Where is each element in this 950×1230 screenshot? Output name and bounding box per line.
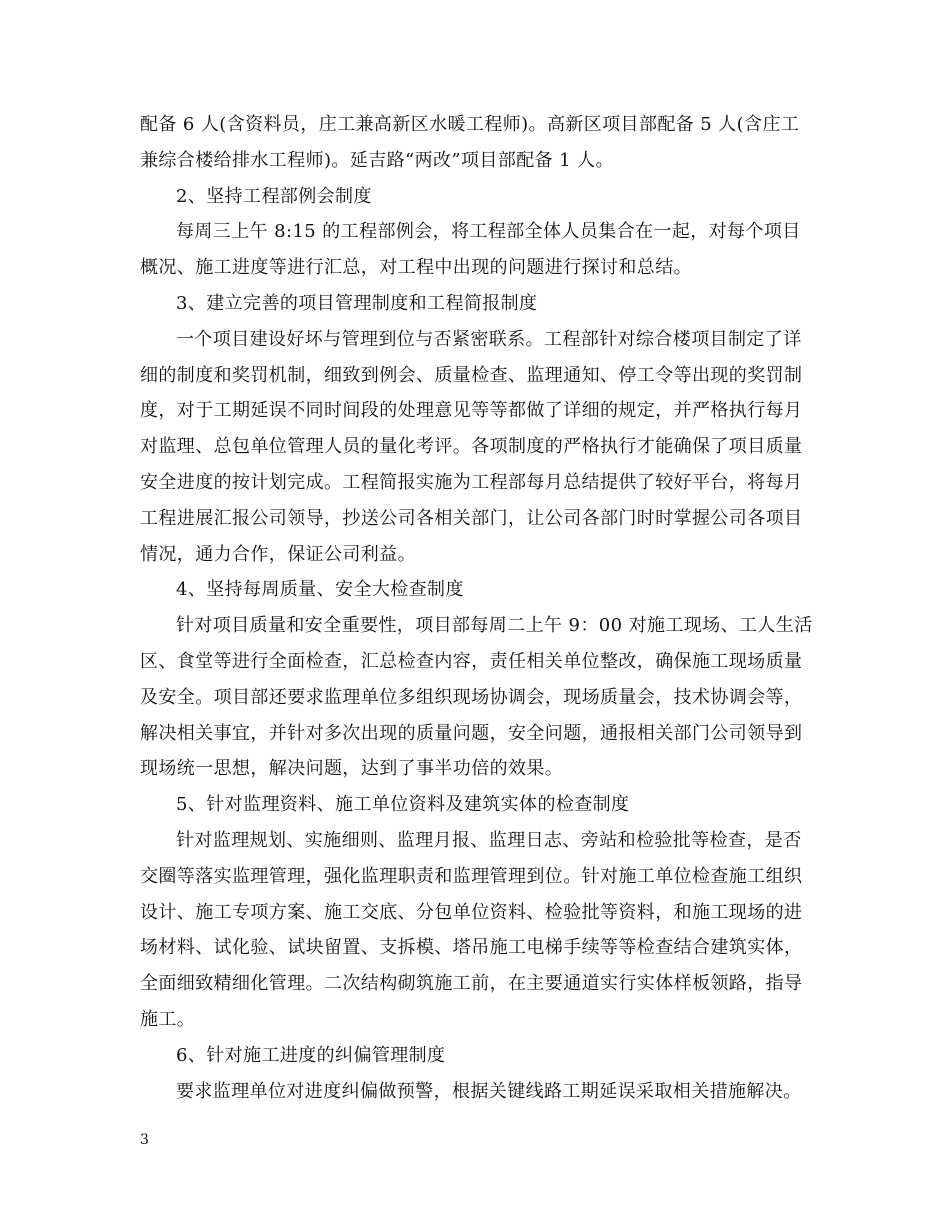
text-line-10: 对监理、总包单位管理人员的量化考评。各项制度的严格执行才能确保了项目质量	[140, 436, 803, 458]
text-line-23: 设计、施工专项方案、施工交底、分包单位资料、检验批等资料，和施工现场的进	[140, 901, 803, 923]
text-line-5: 概况、施工进度等进行汇总，对工程中出现的问题进行探讨和总结。	[140, 257, 692, 279]
text-line-15: 针对项目质量和安全重要性，项目部每周二上午 9：00 对施工现场、工人生活	[176, 615, 813, 637]
section-heading-3: 3、建立完善的项目管理制度和工程简报制度	[176, 292, 538, 314]
text-line-2: 兼综合楼给排水工程师)。延吉路“两改”项目部配备 1 人。	[140, 149, 614, 171]
section-heading-2: 2、坚持工程部例会制度	[176, 185, 372, 207]
text-line-4: 每周三上午 8:15 的工程部例会，将工程部全体人员集合在一起，对每个项目	[176, 221, 801, 243]
text-line-1: 配备 6 人(含资料员，庄工兼高新区水暖工程师)。高新区项目部配备 5 人(含庄工	[140, 114, 800, 135]
section-heading-4: 4、坚持每周质量、安全大检查制度	[176, 579, 464, 601]
text-line-25: 全面细致精细化管理。二次结构砌筑施工前，在主要通道实行实体样板领路，指导	[140, 973, 803, 995]
text-line-7: 一个项目建设好坏与管理到位与否紧密联系。工程部针对综合楼项目制定了详	[176, 328, 802, 350]
document-body	[140, 107, 812, 1109]
text-line-17: 及安全。项目部还要求监理单位多组织现场协调会，现场质量会，技术协调会等，	[140, 686, 803, 708]
text-line-18: 解决相关事宜，并针对多次出现的质量问题，安全问题，通报相关部门公司领导到	[140, 722, 803, 744]
text-line-13: 情况，通力合作，保证公司利益。	[140, 543, 416, 565]
page-number: 3	[140, 1132, 149, 1148]
section-heading-6: 6、针对施工进度的纠偏管理制度	[176, 1044, 446, 1066]
text-line-19: 现场统一思想，解决问题，达到了事半功倍的效果。	[140, 758, 564, 780]
text-line-24: 场材料、试化验、试块留置、支拆模、塔吊施工电梯手续等等检查结合建筑实体，	[140, 937, 803, 959]
text-line-9: 度，对于工期延误不同时间段的处理意见等等都做了详细的规定，并严格执行每月	[140, 400, 803, 422]
text-line-21: 针对监理规划、实施细则、监理月报、监理日志、旁站和检验批等检查，是否	[176, 829, 802, 851]
text-line-12: 工程进展汇报公司领导，抄送公司各相关部门，让公司各部门时时掌握公司各项目	[140, 507, 803, 529]
text-line-26: 施工。	[140, 1008, 196, 1030]
section-heading-5: 5、针对监理资料、施工单位资料及建筑实体的检查制度	[176, 794, 630, 816]
text-line-8: 细的制度和奖罚机制，细致到例会、质量检查、监理通知、停工令等出现的奖罚制	[140, 364, 803, 386]
text-line-28: 要求监理单位对进度纠偏做预警，根据关键线路工期延误采取相关措施解决。	[176, 1080, 802, 1102]
text-line-22: 交圈等落实监理管理，强化监理职责和监理管理到位。针对施工单位检查施工组织	[140, 865, 803, 887]
text-line-11: 安全进度的按计划完成。工程简报实施为工程部每月总结提供了较好平台，将每月	[140, 471, 803, 493]
text-line-16: 区、食堂等进行全面检查，汇总检查内容，责任相关单位整改，确保施工现场质量	[140, 650, 803, 672]
